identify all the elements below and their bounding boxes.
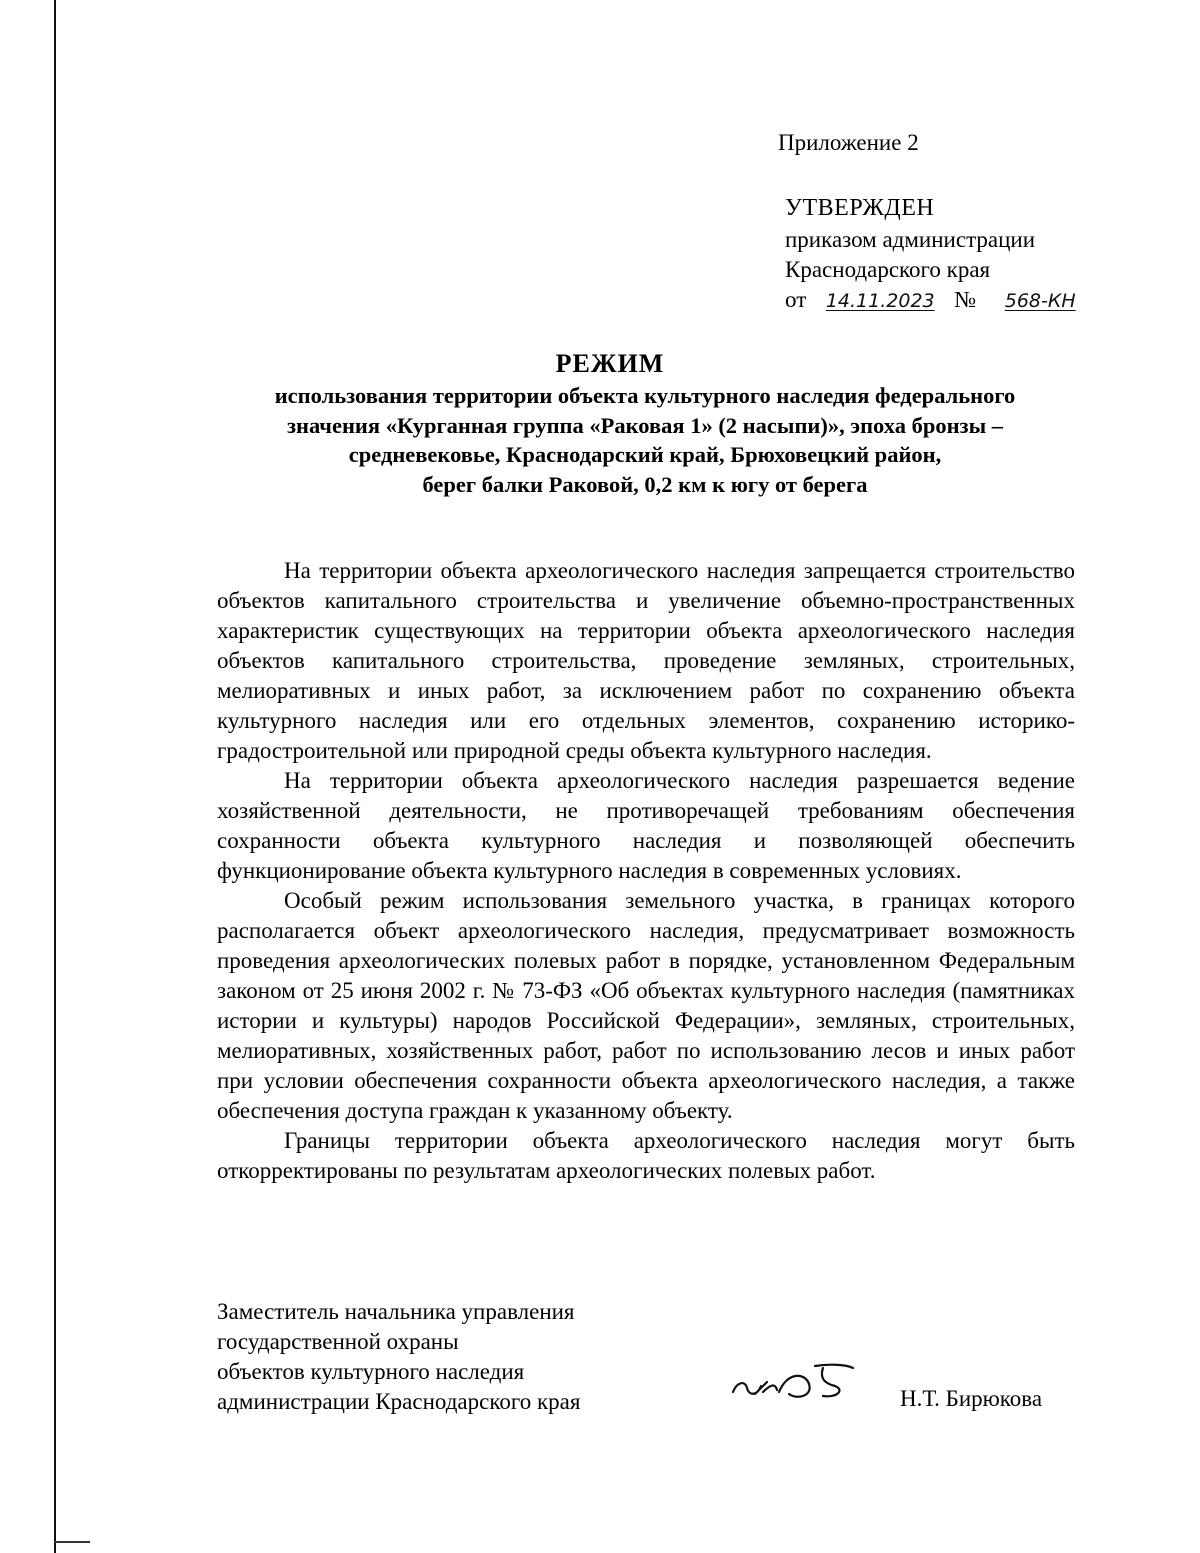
signer-position-line: государственной охраны [217,1329,459,1354]
handwritten-order-date: 14.11.2023 [825,290,935,312]
approval-line-1: приказом администрации [785,227,1036,252]
body-paragraph: Особый режим использования земельного участка, в границах которого располагается объект археологического наследия, предусматривает возможность проведения археологических полевых работ в порядке, установленном Федеральным законом от 25 июня 2002 г. № 73-ФЗ «Об объектах культурного наследия (памятниках истории и культуры) народов Российской Федерации», земляных, строительных, мелиоративных, хозяйственных работ, работ по использованию лесов и иных работ при условии обеспечения сохранности объекта археологического наследия, а также обеспечения доступа граждан к указанному объекту. [217,888,1075,1123]
scan-edge-line [54,0,56,1553]
signer-name: Н.Т. Бирюкова [900,1386,1043,1411]
approval-line-2: Краснодарского края [785,257,991,282]
body-paragraph: На территории объекта археологического наследия запрещается строительство объектов капитального строительства и увеличение объемно-пространственных характеристик существующих на территории объекта археологического наследия объектов капитального строительства, проведение земляных, строительных, мелиоративных и иных работ, за исключением работ по сохранению объекта культурного наследия или его отдельных элементов, сохранению историко-градостроительной или природной среды объекта культурного наследия. [217,558,1075,763]
signer-position-line: Заместитель начальника управления [217,1299,575,1324]
annex-label: Приложение 2 [778,130,919,155]
signer-position [217,1297,580,1417]
from-prefix: от [785,287,807,312]
subtitle-line: берег балки Раковой, 0,2 км к югу от берега [422,471,868,497]
number-prefix: № [954,287,977,312]
approved-heading: УТВЕРЖДЕН [785,195,935,221]
signer-position-line: администрации Краснодарского края [217,1389,581,1414]
document-title: РЕЖИМ [555,349,665,378]
signer-position-line: объектов культурного наследия [217,1359,525,1384]
document-body [217,556,1075,1186]
document-subtitle [205,381,1085,499]
approval-stamp-block [785,193,1104,316]
subtitle-line: значения «Курганная группа «Раковая 1» (2 насыпи)», эпоха бронзы – [286,412,1004,438]
body-paragraph: На территории объекта археологического наследия разрешается ведение хозяйственной деятельности, не противоречащей требованиям обеспечения сохранности объекта культурного наследия и позволяющей обеспечить функционирование объекта культурного наследия в современных условиях. [217,768,1075,883]
subtitle-line: использования территории объекта культурного наследия федерального [274,383,1016,408]
body-paragraph: Границы территории объекта археологического наследия могут быть откорректированы по результатам археологических полевых работ. [217,1128,1075,1183]
handwritten-order-number: 568-КН [1004,290,1076,312]
order-date-number-line [785,285,1104,316]
subtitle-line: средневековье, Краснодарский край, Брюховецкий район, [348,442,942,467]
handwritten-signature [727,1352,857,1412]
scan-corner-mark [54,1541,90,1543]
